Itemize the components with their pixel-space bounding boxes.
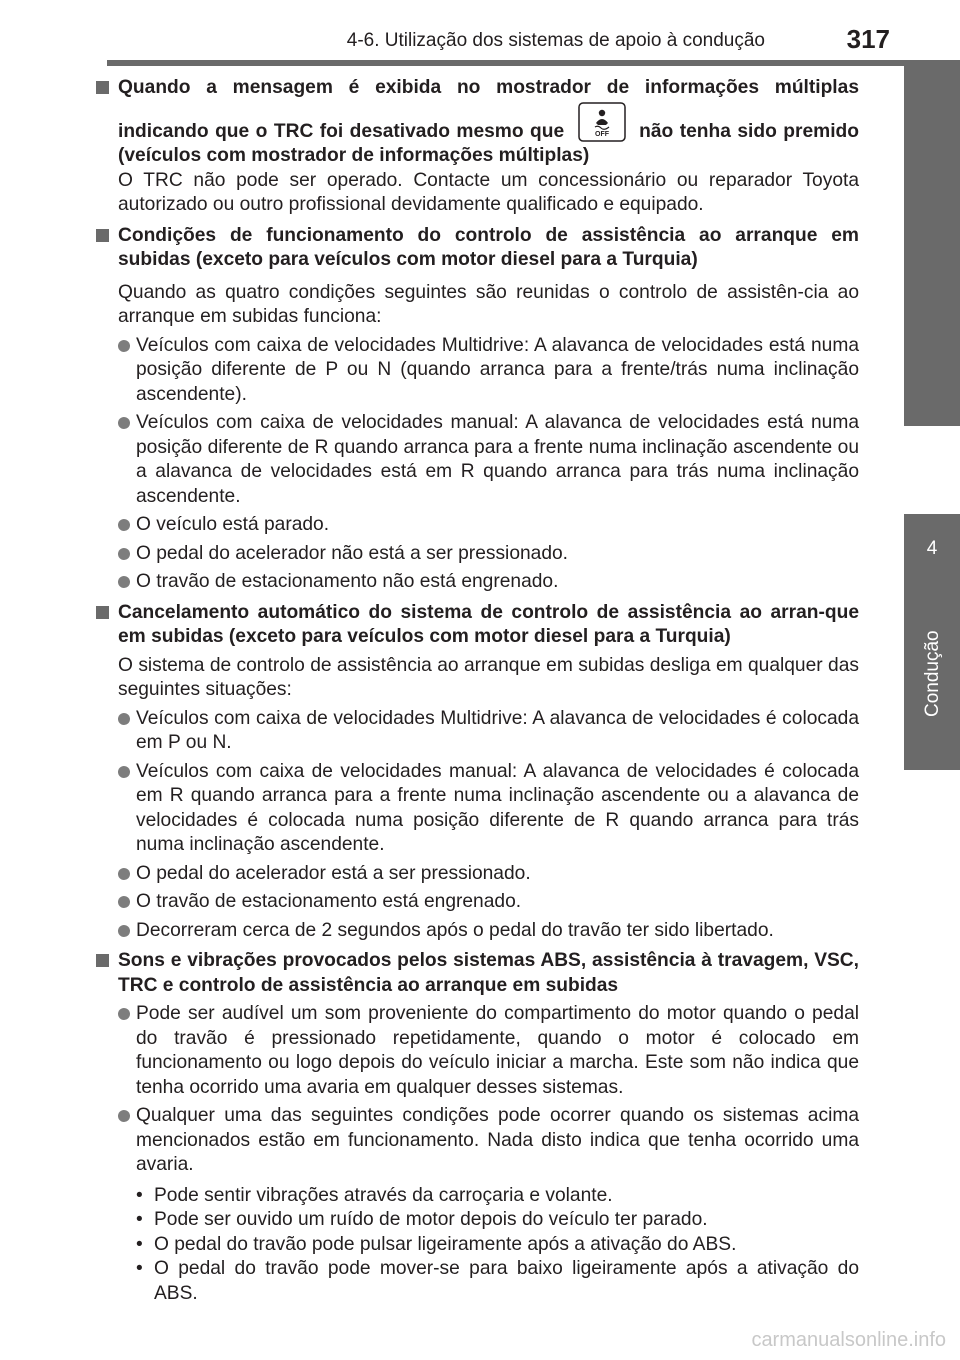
round-bullet-icon [118,340,130,352]
square-bullet-icon [96,954,109,967]
page-header [0,0,960,64]
trc-off-icon [575,101,629,143]
round-bullet-icon [118,925,130,937]
header-rule [107,60,960,66]
section-heading: Condições de funcionamento do controlo de assistência ao arranque em subidas (exceto para veículos com motor diesel para a Turquia) [96,224,859,273]
watermark: carmanualsonline.info [751,1329,946,1351]
section-heading: Cancelamento automático do sistema de controlo de assistência ao arran-que em subidas (exceto para veículos com motor diesel para a Turquia) [96,601,859,650]
side-tab-top [904,62,960,426]
round-bullet-icon [118,1008,130,1020]
round-bullet-icon [118,576,130,588]
section-hill-start-cancel [96,601,859,944]
sub-list-item: • Pode ser ouvido um ruído de motor depois do veículo ter parado. [136,1209,708,1230]
page-number: 317 [846,24,890,54]
svg-text:OFF: OFF [594,130,609,138]
list-item: Pode ser audível um som proveniente do compartimento do motor quando o pedal do travão é pressionado repetidamente, quando o motor é colocado em funcionamento ou logo depois do veículo iniciar a marcha. Este som não indica que tenha ocorrido uma avaria em qualquer desses sistemas. [96,1002,859,1100]
section-body: O TRC não pode ser operado. Contacte um concessionário ou reparador Toyota autorizado ou outro profissional devidamente qualificado e equipado. [118,169,859,215]
list-item: O travão de estacionamento está engrenado. [96,890,859,915]
square-bullet-icon [96,229,109,242]
section-intro: O sistema de controlo de assistência ao arranque em subidas desliga em qualquer das seguintes situações: [118,654,859,700]
sub-list-item: • O pedal do travão pode pulsar ligeiramente após a ativação do ABS. [136,1233,737,1255]
list-item: O veículo está parado. [96,513,859,538]
sub-list [96,1184,859,1307]
round-bullet-icon [118,519,130,531]
list-item: Qualquer uma das seguintes condições pode ocorrer quando os sistemas acima mencionados estão em funcionamento. Nada disto indica que tenha ocorrido uma avaria. [96,1104,859,1178]
chapter-number: 4 [926,538,938,559]
list-item: O pedal do acelerador não está a ser pressionado. [96,542,859,567]
section-hill-start-conditions [96,224,859,595]
list-item: Veículos com caixa de velocidades manual: A alavanca de velocidades é colocada em R quando arranca para a frente numa inclinação ascendente ou a alavanca de velocidades é colocada numa posição diferente de R quando arranca para trás numa inclinação ascendente. [96,760,859,858]
list-item: O travão de estacionamento não está engrenado. [96,570,859,595]
section-heading: Sons e vibrações provocados pelos sistemas ABS, assistência à travagem, VSC, TRC e controlo de assistência ao arranque em subidas [96,949,859,998]
section-heading: Quando a mensagem é exibida no mostrador de informações múltiplas indicando que o TRC foi desativado mesmo que OFF não tenha sido premido (veículos com mostrador de informações múltiplas) [96,76,859,169]
square-bullet-icon [96,606,109,619]
list-item: Veículos com caixa de velocidades Multidrive: A alavanca de velocidades é colocada em P ou N. [96,707,859,756]
list-item: Veículos com caixa de velocidades manual: A alavanca de velocidades está numa posição diferente de R quando arranca para a frente numa inclinação ascendente ou a alavanca de velocidades está em R quando arranca para trás numa inclinação ascendente. [96,411,859,509]
round-bullet-icon [118,1110,130,1122]
section-sounds-vibrations [96,949,859,1306]
sub-list-item: • O pedal do travão pode mover-se para baixo ligeiramente após a ativação do ABS. [136,1258,859,1304]
page-content [96,76,859,1312]
square-bullet-icon [96,81,109,94]
round-bullet-icon [118,766,130,778]
list-item: O pedal do acelerador está a ser pressionado. [96,862,859,887]
section-title: 4-6. Utilização dos sistemas de apoio à condução [346,30,765,51]
round-bullet-icon [118,713,130,725]
section-intro: Quando as quatro condições seguintes são reunidas o controlo de assistên-cia ao arranque em subidas funciona: [118,281,859,327]
chapter-tab [904,514,960,770]
round-bullet-icon [118,868,130,880]
chapter-label: Condução [922,630,943,718]
sub-list-item: • Pode sentir vibrações através da carroçaria e volante. [136,1184,613,1206]
section-trc-message [96,76,859,218]
round-bullet-icon [118,548,130,560]
round-bullet-icon [118,417,130,429]
list-item: Veículos com caixa de velocidades Multidrive: A alavanca de velocidades está numa posição diferente de P ou N (quando arranca para a frente/trás numa inclinação ascendente). [96,334,859,408]
list-item: Decorreram cerca de 2 segundos após o pedal do travão ter sido libertado. [96,919,859,944]
round-bullet-icon [118,896,130,908]
